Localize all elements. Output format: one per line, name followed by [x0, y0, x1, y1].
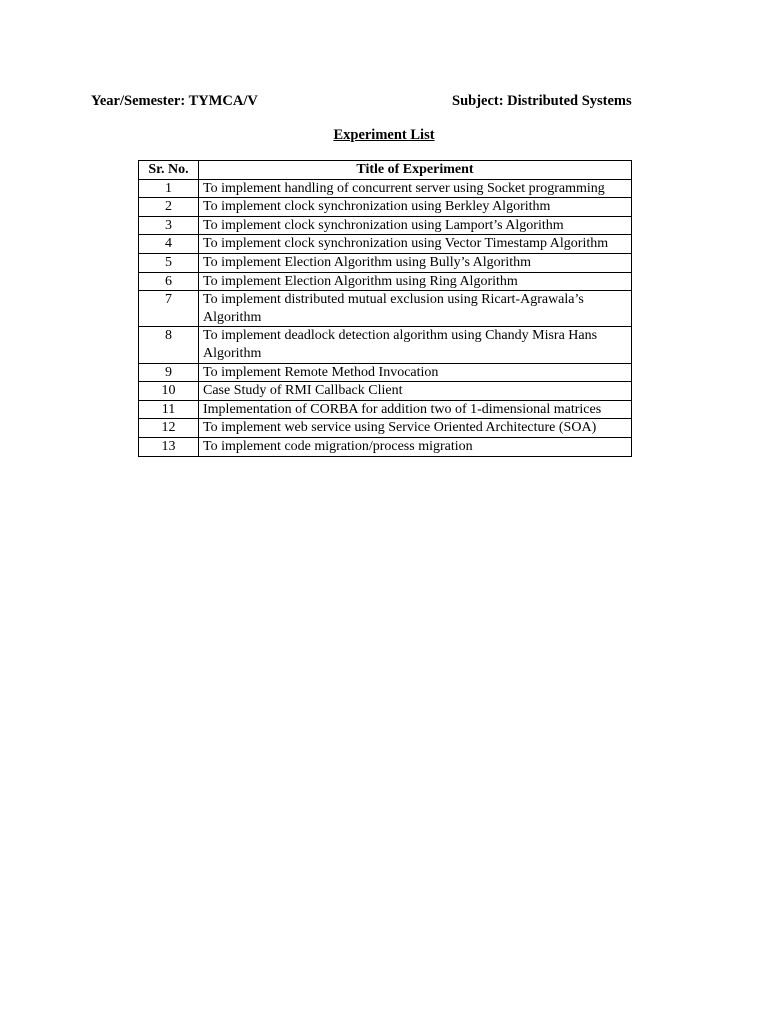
- column-header-sr-no: Sr. No.: [139, 161, 199, 180]
- table-row: [139, 419, 632, 438]
- column-header-title: Title of Experiment: [199, 161, 632, 180]
- table-row: [139, 198, 632, 217]
- sr-no-cell: 13: [139, 437, 199, 456]
- experiment-title-cell: Implementation of CORBA for addition two of 1-dimensional matrices: [199, 400, 632, 419]
- table-row: [139, 327, 632, 363]
- sr-no-cell: 4: [139, 235, 199, 254]
- table-row: [139, 363, 632, 382]
- experiment-title-cell: To implement code migration/process migration: [199, 437, 632, 456]
- table-row: [139, 400, 632, 419]
- table-row: [139, 216, 632, 235]
- experiment-title-cell: To implement Remote Method Invocation: [199, 363, 632, 382]
- sr-no-cell: 11: [139, 400, 199, 419]
- experiment-list-title: Experiment List: [333, 127, 435, 143]
- sr-no-cell: 12: [139, 419, 199, 438]
- sr-no-cell: 3: [139, 216, 199, 235]
- experiment-title-cell: To implement Election Algorithm using Ring Algorithm: [199, 272, 632, 291]
- experiment-title-cell: To implement web service using Service Oriented Architecture (SOA): [199, 419, 632, 438]
- table-row: [139, 291, 632, 327]
- sr-no-cell: 10: [139, 382, 199, 401]
- experiment-title-cell: To implement distributed mutual exclusion using Ricart-Agrawala’s Algorithm: [199, 291, 632, 327]
- table-row: [139, 437, 632, 456]
- experiment-title-cell: To implement clock synchronization using Vector Timestamp Algorithm: [199, 235, 632, 254]
- table-row: [139, 235, 632, 254]
- sr-no-cell: 8: [139, 327, 199, 363]
- table-row: [139, 179, 632, 198]
- subject-label: Subject: Distributed Systems: [452, 93, 632, 109]
- sr-no-cell: 5: [139, 253, 199, 272]
- experiment-title-cell: To implement deadlock detection algorithm using Chandy Misra Hans Algorithm: [199, 327, 632, 363]
- experiment-table: [138, 160, 632, 457]
- sr-no-cell: 7: [139, 291, 199, 327]
- sr-no-cell: 9: [139, 363, 199, 382]
- experiment-title-cell: To implement clock synchronization using Berkley Algorithm: [199, 198, 632, 217]
- sr-no-cell: 2: [139, 198, 199, 217]
- experiment-title-cell: To implement handling of concurrent server using Socket programming: [199, 179, 632, 198]
- table-row: [139, 382, 632, 401]
- sr-no-cell: 1: [139, 179, 199, 198]
- experiment-title-cell: Case Study of RMI Callback Client: [199, 382, 632, 401]
- table-header-row: [139, 161, 632, 180]
- table-row: [139, 253, 632, 272]
- year-semester-label: Year/Semester: TYMCA/V: [91, 93, 258, 109]
- table-row: [139, 272, 632, 291]
- experiment-title-cell: To implement clock synchronization using Lamport’s Algorithm: [199, 216, 632, 235]
- sr-no-cell: 6: [139, 272, 199, 291]
- experiment-title-cell: To implement Election Algorithm using Bully’s Algorithm: [199, 253, 632, 272]
